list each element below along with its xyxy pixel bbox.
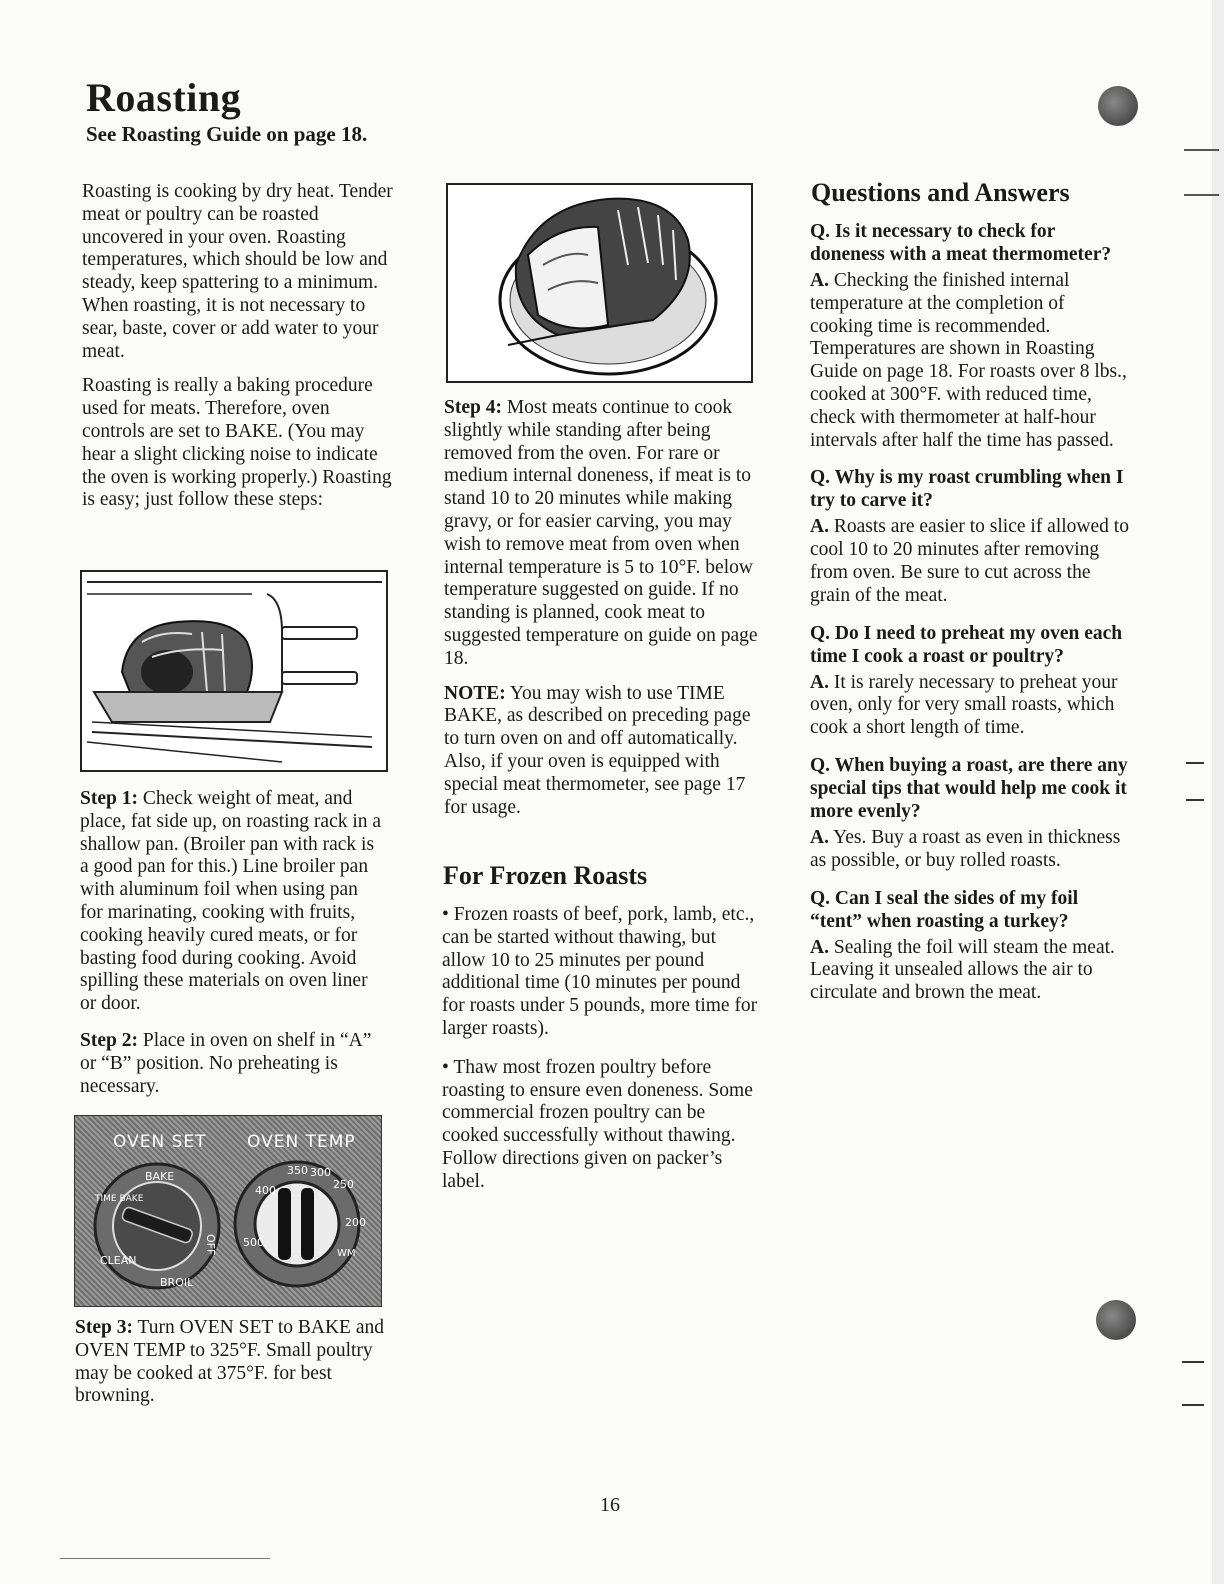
answer-1: Checking the finished internal temperature at the completion of cooking time is recommended. Temperatures are shown in Roasting Guide on page 18. For roasts over 8 lbs., cooked at 300°F. with reduced time, check with thermometer at half-hour intervals after half the time has passed.: [810, 270, 1127, 451]
qa-list: [810, 220, 1130, 1019]
answer-3-label: A.: [810, 671, 829, 693]
dial-off-text: OFF: [204, 1234, 217, 1256]
intro-text: [82, 181, 397, 524]
question-5: Q. Can I seal the sides of my foil “tent” when roasting a turkey?: [810, 887, 1079, 932]
oven-temp-label: OVEN TEMP: [247, 1132, 356, 1152]
frozen-bullet-2-text: Thaw most frozen poultry before roasting to ensure even doneness. Some commercial frozen poultry can be cooked successfully without thawing. Follow directions given on packer’s label.: [442, 1056, 753, 1192]
qa-item: [810, 220, 1130, 452]
note-label: NOTE:: [444, 682, 506, 704]
step1-text: Check weight of meat, and place, fat side up, on roasting rack in a shallow pan. (Broiler pan with rack is a good pan for this.) Line broiler pan with aluminum foil when using pan for marinating, cooking with fruits, cooking heavily cured meats, or for basting food during cooking. Avoid spilling these materials on oven liner or door.: [80, 788, 382, 1015]
qa-item: [810, 622, 1130, 740]
step3-label: Step 3:: [75, 1317, 133, 1338]
step-4-and-note: [444, 397, 762, 831]
carved-roast-illustration: [446, 183, 753, 383]
page-subtitle: See Roasting Guide on page 18.: [86, 122, 368, 146]
answer-4: Yes. Buy a roast as even in thickness as possible, or buy rolled roasts.: [810, 826, 1121, 871]
dial-400-text: 400: [255, 1184, 276, 1197]
intro-paragraph-2: Roasting is really a baking procedure used for meats. Therefore, oven controls are set to BAKE. (You may hear a slight clicking noise to indicate the oven is working properly.) Roasting is easy; just follow these steps:: [82, 375, 392, 511]
dial-200-text: 200: [345, 1216, 366, 1229]
qa-item: [810, 887, 1130, 1005]
note-text: You may wish to use TIME BAKE, as described on preceding page to turn oven on and off automatically. Also, if your oven is equipped with special meat thermometer, see page 17 for usage.: [444, 682, 751, 818]
dial-clean-text: CLEAN: [100, 1254, 137, 1267]
question-4: Q. When buying a roast, are there any special tips that would help me cook it more evenly?: [810, 754, 1128, 822]
qa-heading: Questions and Answers: [811, 178, 1070, 207]
binder-hole-top: [1098, 86, 1138, 126]
steps-1-2: [80, 788, 385, 1110]
scan-edge-artifact: [1174, 0, 1224, 1584]
answer-5-label: A.: [810, 936, 829, 958]
question-3: Q. Do I need to preheat my oven each time I cook a roast or poultry?: [810, 622, 1123, 667]
frozen-roasts-list: [442, 904, 760, 1206]
dial-broil-text: BROIL: [160, 1276, 194, 1289]
frozen-roasts-heading: For Frozen Roasts: [443, 861, 648, 890]
dial-bake-text: BAKE: [145, 1170, 175, 1183]
step2-text: Place in oven on shelf in “A” or “B” position. No preheating is necessary.: [80, 1029, 372, 1097]
dial-500-text: 500: [243, 1236, 264, 1249]
frozen-bullet-2: • Thaw most frozen poultry before roasting to ensure even doneness. Some commercial frozen poultry can be cooked successfully without thawing. Follow directions given on packer’s label.: [442, 1056, 753, 1192]
question-1: Q. Is it necessary to check for doneness with a meat thermometer?: [810, 221, 1112, 265]
roast-in-oven-illustration: [80, 570, 388, 772]
frozen-bullet-1-text: Frozen roasts of beef, pork, lamb, etc., can be started without thawing, but allow 10 to 25 minutes per pound additional time (10 minutes per pound for roasts under 5 pounds, more time for larger roasts).: [442, 904, 758, 1039]
dial-time-bake-text: TIME BAKE: [95, 1194, 144, 1204]
oven-set-label: OVEN SET: [113, 1132, 207, 1152]
step-3: [75, 1317, 385, 1420]
answer-2: Roasts are easier to slice if allowed to cool 10 to 20 minutes after removing from oven. Be sure to cut across the grain of the meat.: [810, 516, 1129, 606]
binder-hole-bottom: [1096, 1300, 1136, 1340]
qa-item: [810, 466, 1130, 607]
step4-text: Most meats continue to cook slightly while standing after being removed from the oven. For rare or medium internal doneness, if meat is to stand 10 to 20 minutes while making gravy, or for easier carving, you may wish to remove meat from oven when internal temperature is 5 to 10°F. below temperature suggested on guide. If no standing is planned, cook meat to suggested temperature on guide on page 18.: [444, 397, 758, 669]
dial-300-text: 300: [310, 1166, 331, 1179]
page-title: Roasting: [86, 75, 242, 120]
oven-control-panel-photo: [74, 1115, 382, 1307]
bottom-scan-line: [60, 1558, 270, 1559]
step2-label: Step 2:: [80, 1029, 138, 1051]
qa-item: [810, 754, 1130, 873]
dial-250-text: 250: [333, 1178, 354, 1191]
answer-3: It is rarely necessary to preheat your oven, only for very small roasts, which cook a short length of time.: [810, 671, 1118, 739]
dial-350-text: 350: [287, 1164, 308, 1177]
step1-label: Step 1:: [80, 788, 138, 809]
step4-label: Step 4:: [444, 397, 502, 418]
answer-5: Sealing the foil will steam the meat. Leaving it unsealed allows the air to circulate and brown the meat.: [810, 936, 1115, 1004]
intro-paragraph-1: Roasting is cooking by dry heat. Tender meat or poultry can be roasted uncovered in your oven. Roasting temperatures, which should be low and steady, keep spattering to a minimum. When roasting, it is not necessary to sear, baste, cover or add water to your meat.: [82, 181, 393, 362]
page-number: 16: [600, 1494, 620, 1516]
step3-text: Turn OVEN SET to BAKE and OVEN TEMP to 325°F. Small poultry may be cooked at 375°F. for best browning.: [75, 1317, 384, 1407]
frozen-bullet-1: • Frozen roasts of beef, pork, lamb, etc., can be started without thawing, but allow 10 to 25 minutes per pound additional time (10 minutes per pound for roasts under 5 pounds, more time for larger roasts).: [442, 904, 758, 1039]
answer-1-label: A.: [810, 270, 829, 291]
answer-4-label: A.: [810, 826, 829, 848]
answer-2-label: A.: [810, 516, 829, 538]
dial-warm-text: WM: [337, 1248, 356, 1259]
question-2: Q. Why is my roast crumbling when I try to carve it?: [810, 467, 1124, 512]
